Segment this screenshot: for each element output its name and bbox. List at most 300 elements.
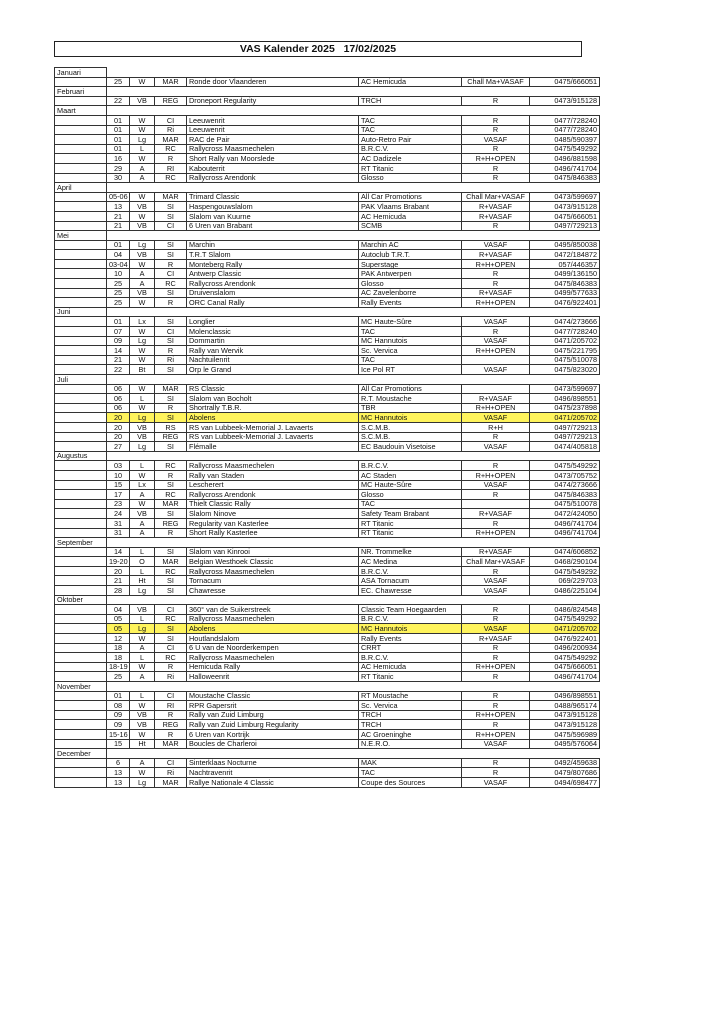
date-cell: 27	[107, 442, 130, 452]
category-cell: R	[155, 259, 187, 269]
month-gutter-cell	[55, 605, 107, 615]
championship-cell: VASAF	[462, 135, 530, 145]
category-cell: SI	[155, 586, 187, 596]
championship-cell: VASAF	[462, 739, 530, 749]
category-cell: RS	[155, 422, 187, 432]
phone-cell: 0496/881598	[530, 154, 600, 164]
event-row	[55, 327, 600, 337]
phone-cell: 0486/824548	[530, 605, 600, 615]
organizer-cell: N.E.R.O.	[359, 739, 462, 749]
event-row	[55, 499, 600, 509]
province-cell: A	[130, 643, 155, 653]
event-row	[55, 269, 600, 279]
event-name-cell: Halloweenrit	[187, 672, 359, 682]
event-name-cell: Slalom van Kuurne	[187, 211, 359, 221]
event-row	[55, 221, 600, 231]
event-row	[55, 240, 600, 250]
province-cell: W	[130, 499, 155, 509]
month-gutter-cell	[55, 279, 107, 289]
event-row	[55, 202, 600, 212]
province-cell: W	[130, 662, 155, 672]
month-gutter-cell	[55, 413, 107, 423]
month-gutter-cell	[55, 729, 107, 739]
event-name-cell: Tornacum	[187, 576, 359, 586]
event-row	[55, 163, 600, 173]
page-title: VAS Kalender 2025 17/02/2025	[54, 41, 582, 57]
province-cell: Lx	[130, 317, 155, 327]
event-row	[55, 346, 600, 356]
event-row	[55, 470, 600, 480]
phone-cell: 0472/424050	[530, 509, 600, 519]
event-name-cell: Droneport Regularity	[187, 96, 359, 106]
event-row	[55, 576, 600, 586]
month-gutter-cell	[55, 96, 107, 106]
phone-cell: 0471/205702	[530, 624, 600, 634]
category-cell: R	[155, 403, 187, 413]
event-name-cell: 360° van de Suikerstreek	[187, 605, 359, 615]
month-gutter-cell	[55, 624, 107, 634]
event-row	[55, 739, 600, 749]
month-header-row	[55, 375, 600, 385]
province-cell: VB	[130, 202, 155, 212]
date-cell: 09	[107, 336, 130, 346]
championship-cell: R+VASAF	[462, 509, 530, 519]
month-header-row	[55, 307, 600, 317]
date-cell: 20	[107, 413, 130, 423]
category-cell: R	[155, 710, 187, 720]
event-name-cell: Slalom van Kinrooi	[187, 547, 359, 557]
organizer-cell: R.T. Moustache	[359, 394, 462, 404]
championship-cell: Chall Ma+VASAF	[462, 77, 530, 87]
month-header-row	[55, 595, 600, 605]
category-cell: SI	[155, 624, 187, 634]
month-name: April	[55, 183, 107, 193]
event-row	[55, 768, 600, 778]
month-gutter-cell	[55, 384, 107, 394]
championship-cell: VASAF	[462, 586, 530, 596]
event-row	[55, 115, 600, 125]
organizer-cell: Auto-Retro Pair	[359, 135, 462, 145]
date-cell: 29	[107, 163, 130, 173]
event-row	[55, 365, 600, 375]
month-header-spacer	[107, 231, 600, 241]
date-cell: 07	[107, 327, 130, 337]
event-name-cell: Slalom Ninove	[187, 509, 359, 519]
category-cell: MAR	[155, 192, 187, 202]
category-cell: SI	[155, 240, 187, 250]
date-cell: 19-20	[107, 557, 130, 567]
phone-cell: 069/229703	[530, 576, 600, 586]
date-cell: 18	[107, 653, 130, 663]
province-cell: Lg	[130, 240, 155, 250]
category-cell: RI	[155, 163, 187, 173]
phone-cell: 0475/549292	[530, 144, 600, 154]
category-cell: RC	[155, 566, 187, 576]
event-row	[55, 480, 600, 490]
phone-cell: 0475/846383	[530, 173, 600, 183]
category-cell: MAR	[155, 135, 187, 145]
month-header-row	[55, 682, 600, 692]
month-name: Maart	[55, 106, 107, 116]
category-cell: SI	[155, 547, 187, 557]
month-gutter-cell	[55, 490, 107, 500]
event-name-cell: Rally van Staden	[187, 470, 359, 480]
event-name-cell: RS Classic	[187, 384, 359, 394]
organizer-cell: B.R.C.V.	[359, 461, 462, 471]
phone-cell: 0475/549292	[530, 461, 600, 471]
province-cell: L	[130, 144, 155, 154]
category-cell: MAR	[155, 499, 187, 509]
month-gutter-cell	[55, 586, 107, 596]
phone-cell: 0476/922401	[530, 634, 600, 644]
month-gutter-cell	[55, 250, 107, 260]
month-gutter-cell	[55, 394, 107, 404]
organizer-cell: MC Hannutois	[359, 336, 462, 346]
organizer-cell: All Car Promotions	[359, 192, 462, 202]
event-row	[55, 135, 600, 145]
event-row	[55, 509, 600, 519]
organizer-cell: TRCH	[359, 710, 462, 720]
phone-cell: 0496/741704	[530, 163, 600, 173]
month-gutter-cell	[55, 614, 107, 624]
phone-cell: 0475/549292	[530, 653, 600, 663]
month-gutter-cell	[55, 135, 107, 145]
phone-cell: 0473/705752	[530, 470, 600, 480]
event-row	[55, 336, 600, 346]
category-cell: CI	[155, 605, 187, 615]
phone-cell: 0496/200934	[530, 643, 600, 653]
category-cell: RC	[155, 173, 187, 183]
championship-cell: VASAF	[462, 480, 530, 490]
event-row	[55, 422, 600, 432]
event-name-cell: Nachtuilenrit	[187, 355, 359, 365]
province-cell: Ht	[130, 576, 155, 586]
event-name-cell: T.R.T Slalom	[187, 250, 359, 260]
province-cell: VB	[130, 422, 155, 432]
organizer-cell: TRCH	[359, 96, 462, 106]
event-row	[55, 403, 600, 413]
championship-cell: VASAF	[462, 365, 530, 375]
event-row	[55, 173, 600, 183]
date-cell: 06	[107, 403, 130, 413]
championship-cell: VASAF	[462, 624, 530, 634]
category-cell: Ri	[155, 125, 187, 135]
event-name-cell: Lescherert	[187, 480, 359, 490]
event-row	[55, 279, 600, 289]
category-cell: SI	[155, 317, 187, 327]
organizer-cell: Autoclub T.R.T.	[359, 250, 462, 260]
date-cell: 25	[107, 288, 130, 298]
province-cell: VB	[130, 221, 155, 231]
organizer-cell: Rally Events	[359, 634, 462, 644]
province-cell: VB	[130, 710, 155, 720]
category-cell: CI	[155, 115, 187, 125]
organizer-cell: TAC	[359, 499, 462, 509]
championship-cell: R	[462, 173, 530, 183]
month-name: September	[55, 538, 107, 548]
date-cell: 25	[107, 279, 130, 289]
month-gutter-cell	[55, 221, 107, 231]
phone-cell: 0497/729213	[530, 432, 600, 442]
championship-cell: R+H+OPEN	[462, 154, 530, 164]
championship-cell: VASAF	[462, 576, 530, 586]
province-cell: W	[130, 115, 155, 125]
championship-cell: VASAF	[462, 240, 530, 250]
province-cell: A	[130, 528, 155, 538]
phone-cell: 0474/273666	[530, 317, 600, 327]
province-cell: W	[130, 768, 155, 778]
organizer-cell: TAC	[359, 125, 462, 135]
phone-cell: 0499/577633	[530, 288, 600, 298]
month-gutter-cell	[55, 643, 107, 653]
province-cell: VB	[130, 288, 155, 298]
event-row	[55, 192, 600, 202]
date-cell: 01	[107, 240, 130, 250]
date-cell: 23	[107, 499, 130, 509]
province-cell: Lg	[130, 413, 155, 423]
province-cell: Lg	[130, 777, 155, 787]
province-cell: VB	[130, 432, 155, 442]
province-cell: A	[130, 672, 155, 682]
category-cell: REG	[155, 720, 187, 730]
phone-cell: 0474/606852	[530, 547, 600, 557]
event-row	[55, 355, 600, 365]
organizer-cell: MC Hannutois	[359, 624, 462, 634]
province-cell: Lg	[130, 586, 155, 596]
province-cell: Lg	[130, 624, 155, 634]
date-cell: 28	[107, 586, 130, 596]
month-gutter-cell	[55, 327, 107, 337]
championship-cell: R	[462, 125, 530, 135]
category-cell: SI	[155, 442, 187, 452]
event-name-cell: Rallycross Maasmechelen	[187, 144, 359, 154]
month-header-spacer	[107, 68, 600, 78]
month-gutter-cell	[55, 470, 107, 480]
category-cell: REG	[155, 96, 187, 106]
month-gutter-cell	[55, 211, 107, 221]
province-cell: Ht	[130, 739, 155, 749]
event-row	[55, 384, 600, 394]
month-gutter-cell	[55, 691, 107, 701]
province-cell: Lg	[130, 442, 155, 452]
phone-cell: 0475/510078	[530, 499, 600, 509]
category-cell: RC	[155, 614, 187, 624]
championship-cell: R	[462, 461, 530, 471]
province-cell: Bt	[130, 365, 155, 375]
organizer-cell: AC Hemicuda	[359, 211, 462, 221]
month-gutter-cell	[55, 77, 107, 87]
category-cell: SI	[155, 202, 187, 212]
organizer-cell: Glosso	[359, 490, 462, 500]
event-row	[55, 442, 600, 452]
category-cell: R	[155, 662, 187, 672]
category-cell: SI	[155, 480, 187, 490]
month-header-spacer	[107, 87, 600, 97]
event-name-cell: Rallycross Maasmechelen	[187, 461, 359, 471]
province-cell: L	[130, 653, 155, 663]
category-cell: SI	[155, 288, 187, 298]
category-cell: R	[155, 154, 187, 164]
event-row	[55, 144, 600, 154]
event-name-cell: Monteberg Rally	[187, 259, 359, 269]
event-name-cell: Abolens	[187, 413, 359, 423]
organizer-cell: TBR	[359, 403, 462, 413]
month-name: Augustus	[55, 451, 107, 461]
category-cell: RC	[155, 490, 187, 500]
event-name-cell: Antwerp Classic	[187, 269, 359, 279]
province-cell: W	[130, 634, 155, 644]
championship-cell: R	[462, 643, 530, 653]
event-name-cell: Short Rally Kasterlee	[187, 528, 359, 538]
championship-cell: VASAF	[462, 317, 530, 327]
organizer-cell: TAC	[359, 327, 462, 337]
championship-cell: VASAF	[462, 777, 530, 787]
month-gutter-cell	[55, 115, 107, 125]
month-gutter-cell	[55, 758, 107, 768]
event-row	[55, 413, 600, 423]
championship-cell: VASAF	[462, 442, 530, 452]
month-gutter-cell	[55, 432, 107, 442]
phone-cell: 0475/510078	[530, 355, 600, 365]
province-cell: W	[130, 125, 155, 135]
organizer-cell: RT Titanic	[359, 518, 462, 528]
date-cell: 24	[107, 509, 130, 519]
organizer-cell: TAC	[359, 115, 462, 125]
phone-cell: 0473/915128	[530, 202, 600, 212]
month-gutter-cell	[55, 288, 107, 298]
month-gutter-cell	[55, 509, 107, 519]
province-cell: Lx	[130, 480, 155, 490]
phone-cell: 0492/459638	[530, 758, 600, 768]
category-cell: R	[155, 470, 187, 480]
event-name-cell: Marchin	[187, 240, 359, 250]
month-gutter-cell	[55, 777, 107, 787]
event-name-cell: ORC Canal Rally	[187, 298, 359, 308]
phone-cell: 0497/729213	[530, 221, 600, 231]
category-cell: RC	[155, 653, 187, 663]
category-cell: SI	[155, 576, 187, 586]
date-cell: 30	[107, 173, 130, 183]
phone-cell: 0475/846383	[530, 279, 600, 289]
organizer-cell: MC Hannutois	[359, 413, 462, 423]
organizer-cell: RT Moustache	[359, 691, 462, 701]
month-name: Juni	[55, 307, 107, 317]
event-name-cell: Ronde door Vlaanderen	[187, 77, 359, 87]
month-header-row	[55, 68, 600, 78]
event-row	[55, 643, 600, 653]
event-row	[55, 758, 600, 768]
calendar-body	[55, 68, 600, 788]
phone-cell: 0471/205702	[530, 413, 600, 423]
month-gutter-cell	[55, 202, 107, 212]
organizer-cell: EC. Chawresse	[359, 586, 462, 596]
date-cell: 20	[107, 422, 130, 432]
date-cell: 25	[107, 77, 130, 87]
event-name-cell: Flémalle	[187, 442, 359, 452]
event-name-cell: Rallycross Arendonk	[187, 279, 359, 289]
organizer-cell: S.C.M.B.	[359, 432, 462, 442]
event-row	[55, 557, 600, 567]
date-cell: 10	[107, 470, 130, 480]
organizer-cell: B.R.C.V.	[359, 614, 462, 624]
date-cell: 01	[107, 317, 130, 327]
category-cell: REG	[155, 518, 187, 528]
phone-cell: 0496/741704	[530, 528, 600, 538]
date-cell: 01	[107, 691, 130, 701]
championship-cell: R+H+OPEN	[462, 259, 530, 269]
championship-cell: R+H+OPEN	[462, 729, 530, 739]
event-row	[55, 777, 600, 787]
date-cell: 18	[107, 643, 130, 653]
organizer-cell: AC Zavelenborre	[359, 288, 462, 298]
championship-cell: R+VASAF	[462, 202, 530, 212]
event-name-cell: Hemicuda Rally	[187, 662, 359, 672]
organizer-cell: AC Groeninghe	[359, 729, 462, 739]
championship-cell: R	[462, 490, 530, 500]
phone-cell: 0473/599697	[530, 192, 600, 202]
month-name: Mei	[55, 231, 107, 241]
category-cell: SI	[155, 509, 187, 519]
event-row	[55, 710, 600, 720]
date-cell: 13	[107, 202, 130, 212]
event-row	[55, 720, 600, 730]
category-cell: R	[155, 346, 187, 356]
month-header-spacer	[107, 307, 600, 317]
date-cell: 05	[107, 624, 130, 634]
province-cell: VB	[130, 720, 155, 730]
month-gutter-cell	[55, 653, 107, 663]
event-row	[55, 691, 600, 701]
category-cell: Ri	[155, 768, 187, 778]
phone-cell: 0496/741704	[530, 518, 600, 528]
championship-cell: R	[462, 701, 530, 711]
championship-cell: R	[462, 221, 530, 231]
province-cell: A	[130, 490, 155, 500]
event-row	[55, 250, 600, 260]
month-gutter-cell	[55, 499, 107, 509]
category-cell: RC	[155, 279, 187, 289]
championship-cell: R+VASAF	[462, 288, 530, 298]
month-gutter-cell	[55, 518, 107, 528]
province-cell: W	[130, 470, 155, 480]
date-cell: 01	[107, 135, 130, 145]
date-cell: 05-06	[107, 192, 130, 202]
province-cell: VB	[130, 96, 155, 106]
organizer-cell: Ice Pol RT	[359, 365, 462, 375]
date-cell: 14	[107, 547, 130, 557]
event-name-cell: Nachtravenrit	[187, 768, 359, 778]
organizer-cell: NR. Trommelke	[359, 547, 462, 557]
event-name-cell: Longlier	[187, 317, 359, 327]
championship-cell: R+H+OPEN	[462, 710, 530, 720]
championship-cell	[462, 499, 530, 509]
month-header-row	[55, 749, 600, 759]
month-header-spacer	[107, 538, 600, 548]
phone-cell: 0473/915128	[530, 720, 600, 730]
month-gutter-cell	[55, 480, 107, 490]
event-name-cell: 6 Uren van Kortrijk	[187, 729, 359, 739]
month-gutter-cell	[55, 768, 107, 778]
phone-cell: 0472/184872	[530, 250, 600, 260]
date-cell: 21	[107, 221, 130, 231]
category-cell: R	[155, 528, 187, 538]
month-header-spacer	[107, 183, 600, 193]
phone-cell: 0475/549292	[530, 566, 600, 576]
event-row	[55, 259, 600, 269]
category-cell: CI	[155, 643, 187, 653]
championship-cell: R+H+OPEN	[462, 403, 530, 413]
date-cell: 09	[107, 710, 130, 720]
